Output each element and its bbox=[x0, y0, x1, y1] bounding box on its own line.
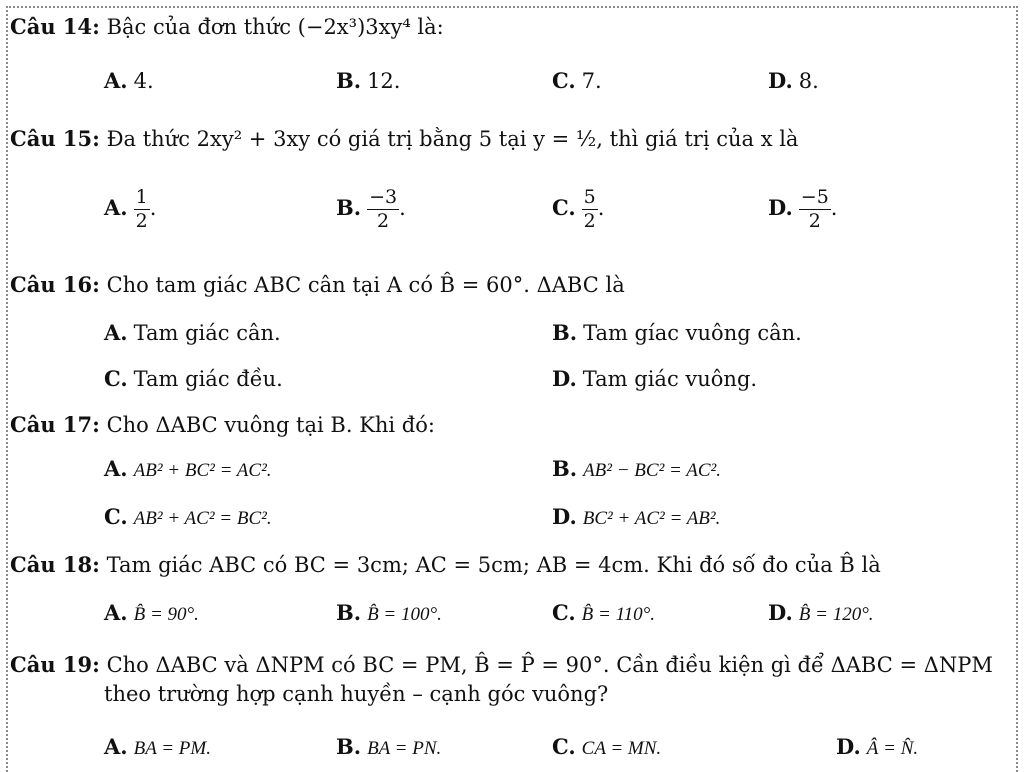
option-c[interactable]: C. CA = MN. bbox=[552, 734, 662, 759]
question-label: Câu 19: bbox=[10, 652, 100, 677]
question-text-continued: theo trường hợp cạnh huyền – cạnh góc vuông? bbox=[104, 682, 609, 706]
option-b[interactable]: B. BA = PN. bbox=[336, 734, 442, 759]
option-d[interactable]: D. $\frac{-5}{2}$ . bbox=[768, 186, 838, 232]
option-c[interactable]: C. Tam giác đều. bbox=[104, 366, 283, 391]
question-19 bbox=[10, 652, 993, 677]
option-a[interactable]: A. $\frac{1}{2}$ . bbox=[104, 186, 157, 232]
question-text: Tam giác ABC có BC = 3cm; AC = 5cm; AB = 4cm. Khi đó số đo của B̂ là bbox=[106, 553, 881, 577]
option-b[interactable]: B. AB² − BC² = AC². bbox=[552, 456, 721, 481]
question-label: Câu 17: bbox=[10, 412, 100, 437]
question-text: Đa thức 2xy² + 3xy có giá trị bằng 5 tại y = ½, thì giá trị của x là bbox=[106, 127, 799, 151]
question-text: Cho tam giác ABC cân tại A có B̂ = 60°. ΔABC là bbox=[106, 273, 625, 297]
question-label: Câu 18: bbox=[10, 552, 100, 577]
option-a[interactable]: A. 4. bbox=[104, 68, 154, 93]
question-16 bbox=[10, 272, 625, 297]
option-d[interactable]: D. Tam giác vuông. bbox=[552, 366, 758, 391]
question-label: Câu 16: bbox=[10, 272, 100, 297]
fraction: $\frac{1}{2}$ bbox=[135, 186, 148, 232]
option-b[interactable]: B. B̂ = 100°. bbox=[336, 600, 442, 625]
option-c[interactable]: C. 7. bbox=[552, 68, 602, 93]
option-b[interactable]: B. 12. bbox=[336, 68, 401, 93]
option-d[interactable]: D. 8. bbox=[768, 68, 819, 93]
fraction: $\frac{5}{2}$ bbox=[583, 186, 596, 232]
question-15 bbox=[10, 126, 798, 151]
fraction: $\frac{-3}{2}$ bbox=[369, 186, 398, 232]
option-d[interactable]: D. Â = N̂. bbox=[836, 734, 919, 759]
option-b[interactable]: B. Tam gíac vuông cân. bbox=[552, 320, 802, 345]
option-a[interactable]: A. BA = PM. bbox=[104, 734, 211, 759]
option-a[interactable]: A. AB² + BC² = AC². bbox=[104, 456, 272, 481]
option-c[interactable]: C. $\frac{5}{2}$ . bbox=[552, 186, 605, 232]
question-17 bbox=[10, 412, 435, 437]
question-text: Cho ΔABC vuông tại B. Khi đó: bbox=[106, 413, 435, 437]
option-d[interactable]: D. BC² + AC² = AB². bbox=[552, 504, 721, 529]
question-label: Câu 15: bbox=[10, 126, 100, 151]
question-text: Cho ΔABC và ΔNPM có BC = PM, B̂ = P̂ = 90°. Cần điều kiện gì để ΔABC = ΔNPM bbox=[106, 653, 993, 677]
question-label: Câu 14: bbox=[10, 14, 100, 39]
option-a[interactable]: A. B̂ = 90°. bbox=[104, 600, 199, 625]
fraction: $\frac{-5}{2}$ bbox=[800, 186, 829, 232]
option-b[interactable]: B. $\frac{-3}{2}$ . bbox=[336, 186, 406, 232]
option-c[interactable]: C. B̂ = 110°. bbox=[552, 600, 656, 625]
question-18 bbox=[10, 552, 881, 577]
option-d[interactable]: D. B̂ = 120°. bbox=[768, 600, 874, 625]
question-14 bbox=[10, 14, 444, 39]
option-c[interactable]: C. AB² + AC² = BC². bbox=[104, 504, 272, 529]
question-text: Bậc của đơn thức (−2x³)3xy⁴ là: bbox=[106, 15, 444, 39]
option-a[interactable]: A. Tam giác cân. bbox=[104, 320, 281, 345]
